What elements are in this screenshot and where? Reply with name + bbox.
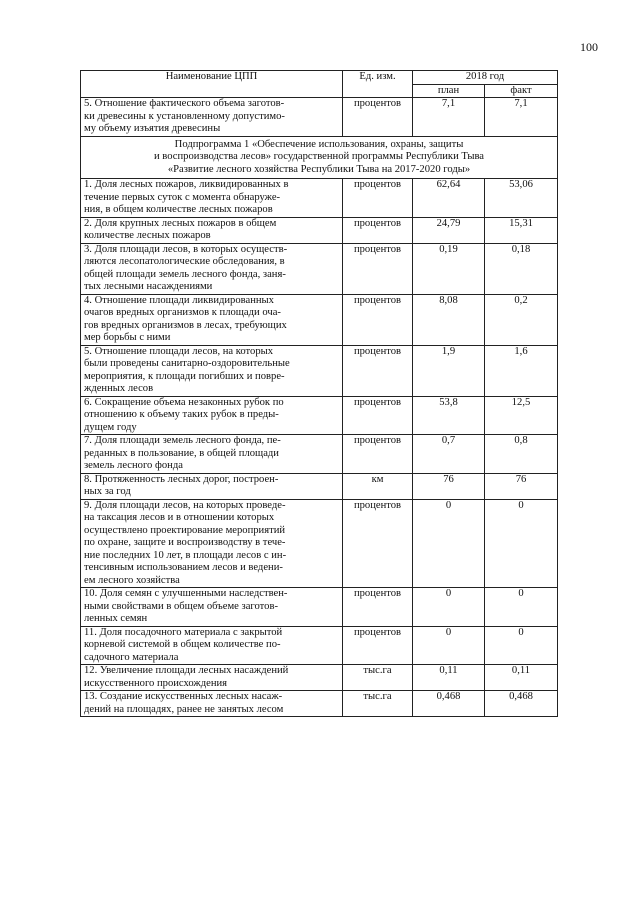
indicator-plan: 0,11	[413, 665, 485, 691]
indicator-fact: 0	[485, 626, 558, 665]
indicator-unit: процентов	[343, 98, 413, 137]
indicator-unit: тыс.га	[343, 691, 413, 717]
indicator-plan: 62,64	[413, 179, 485, 218]
table-row	[81, 345, 558, 396]
indicator-plan: 8,08	[413, 294, 485, 345]
indicator-unit: процентов	[343, 588, 413, 627]
indicator-name: 12. Увеличение площади лесных насаждений искусственного происхождения	[81, 665, 343, 691]
table-row	[81, 435, 558, 474]
indicator-unit: процентов	[343, 396, 413, 435]
indicator-unit: процентов	[343, 499, 413, 588]
indicators-table	[80, 70, 558, 717]
indicator-name: 9. Доля площади лесов, на которых проведе- на таксация лесов и в отношении которых осуществлено проектирование мероприятий по охране, защите и воспроизводству в тече- ние последних 10 лет, в площади лесов с ин- тенсивным использованием лесов и ведени- ем лесного хозяйства	[81, 499, 343, 588]
indicator-plan: 7,1	[413, 98, 485, 137]
indicator-plan: 53,8	[413, 396, 485, 435]
indicator-unit: процентов	[343, 217, 413, 243]
indicator-plan: 0	[413, 499, 485, 588]
indicator-plan: 76	[413, 473, 485, 499]
table-row	[81, 243, 558, 294]
indicator-name: 3. Доля площади лесов, в которых осуществ- ляются лесопатологические обследования, в общей площади земель лесного фонда, заня- тых лесными насаждениями	[81, 243, 343, 294]
indicator-fact: 1,6	[485, 345, 558, 396]
indicator-name: 13. Создание искусственных лесных насаж- дений на площадях, ранее не занятых лесом	[81, 691, 343, 717]
table-row	[81, 294, 558, 345]
table-row	[81, 179, 558, 218]
indicator-fact: 76	[485, 473, 558, 499]
indicator-plan: 0,19	[413, 243, 485, 294]
indicator-fact: 0	[485, 588, 558, 627]
indicator-plan: 1,9	[413, 345, 485, 396]
indicator-unit: процентов	[343, 435, 413, 474]
indicator-plan: 0	[413, 626, 485, 665]
indicator-name: 2. Доля крупных лесных пожаров в общем количестве лесных пожаров	[81, 217, 343, 243]
indicator-fact: 0,2	[485, 294, 558, 345]
indicator-fact: 12,5	[485, 396, 558, 435]
indicator-unit: км	[343, 473, 413, 499]
table-row	[81, 626, 558, 665]
indicator-unit: тыс.га	[343, 665, 413, 691]
indicator-name: 6. Сокращение объема незаконных рубок по отношению к объему таких рубок в преды- дущем году	[81, 396, 343, 435]
indicator-name: 8. Протяженность лесных дорог, построен- ных за год	[81, 473, 343, 499]
table-row	[81, 396, 558, 435]
indicator-fact: 53,06	[485, 179, 558, 218]
table-row	[81, 588, 558, 627]
indicator-name: 4. Отношение площади ликвидированных очагов вредных организмов к площади оча- гов вредных организмов в лесах, требующих мер борьбы с ними	[81, 294, 343, 345]
table-row	[81, 499, 558, 588]
table-row	[81, 217, 558, 243]
indicator-name: 5. Отношение фактического объема заготов- ки древесины к установленному допустимо- му объему изъятия древесины	[81, 98, 343, 137]
table-row	[81, 98, 558, 137]
indicator-unit: процентов	[343, 243, 413, 294]
header-name: Наименование ЦПП	[81, 71, 343, 98]
table-row	[81, 473, 558, 499]
indicator-fact: 0,18	[485, 243, 558, 294]
header-year: 2018 год	[413, 71, 558, 85]
table-row	[81, 691, 558, 717]
indicator-name: 11. Доля посадочного материала с закрытой корневой системой в общем количестве по- садочного материала	[81, 626, 343, 665]
indicator-name: 10. Доля семян с улучшенными наследствен- ными свойствами в общем объеме заготов- ленных семян	[81, 588, 343, 627]
indicator-name: 1. Доля лесных пожаров, ликвидированных в течение первых суток с момента обнаруже- ния, в общем количестве лесных пожаров	[81, 179, 343, 218]
indicator-plan: 0,7	[413, 435, 485, 474]
indicator-fact: 15,31	[485, 217, 558, 243]
indicator-name: 7. Доля площади земель лесного фонда, пе- реданных в пользование, в общей площади земель лесного фонда	[81, 435, 343, 474]
indicator-plan: 0,468	[413, 691, 485, 717]
indicator-unit: процентов	[343, 345, 413, 396]
indicator-unit: процентов	[343, 294, 413, 345]
indicator-name: 5. Отношение площади лесов, на которых были проведены санитарно-оздоровительные мероприятия, к площади погибших и повре- жденных лесов	[81, 345, 343, 396]
indicator-fact: 0	[485, 499, 558, 588]
indicator-fact: 0,8	[485, 435, 558, 474]
indicator-plan: 24,79	[413, 217, 485, 243]
header-fact: факт	[485, 84, 558, 98]
indicator-unit: процентов	[343, 179, 413, 218]
subprogram-title: Подпрограмма 1 «Обеспечение использования, охраны, защиты и воспроизводства лесов» государственной программы Республики Тыва «Развитие лесного хозяйства Республики Тыва на 2017-2020 годы»	[81, 136, 558, 179]
header-plan: план	[413, 84, 485, 98]
indicator-fact: 0,11	[485, 665, 558, 691]
subprogram-row	[81, 136, 558, 179]
header-unit: Ед. изм.	[343, 71, 413, 98]
indicator-unit: процентов	[343, 626, 413, 665]
header-row	[81, 71, 558, 85]
table-row	[81, 665, 558, 691]
page-number: 100	[580, 40, 598, 54]
indicator-fact: 0,468	[485, 691, 558, 717]
indicator-fact: 7,1	[485, 98, 558, 137]
indicator-plan: 0	[413, 588, 485, 627]
